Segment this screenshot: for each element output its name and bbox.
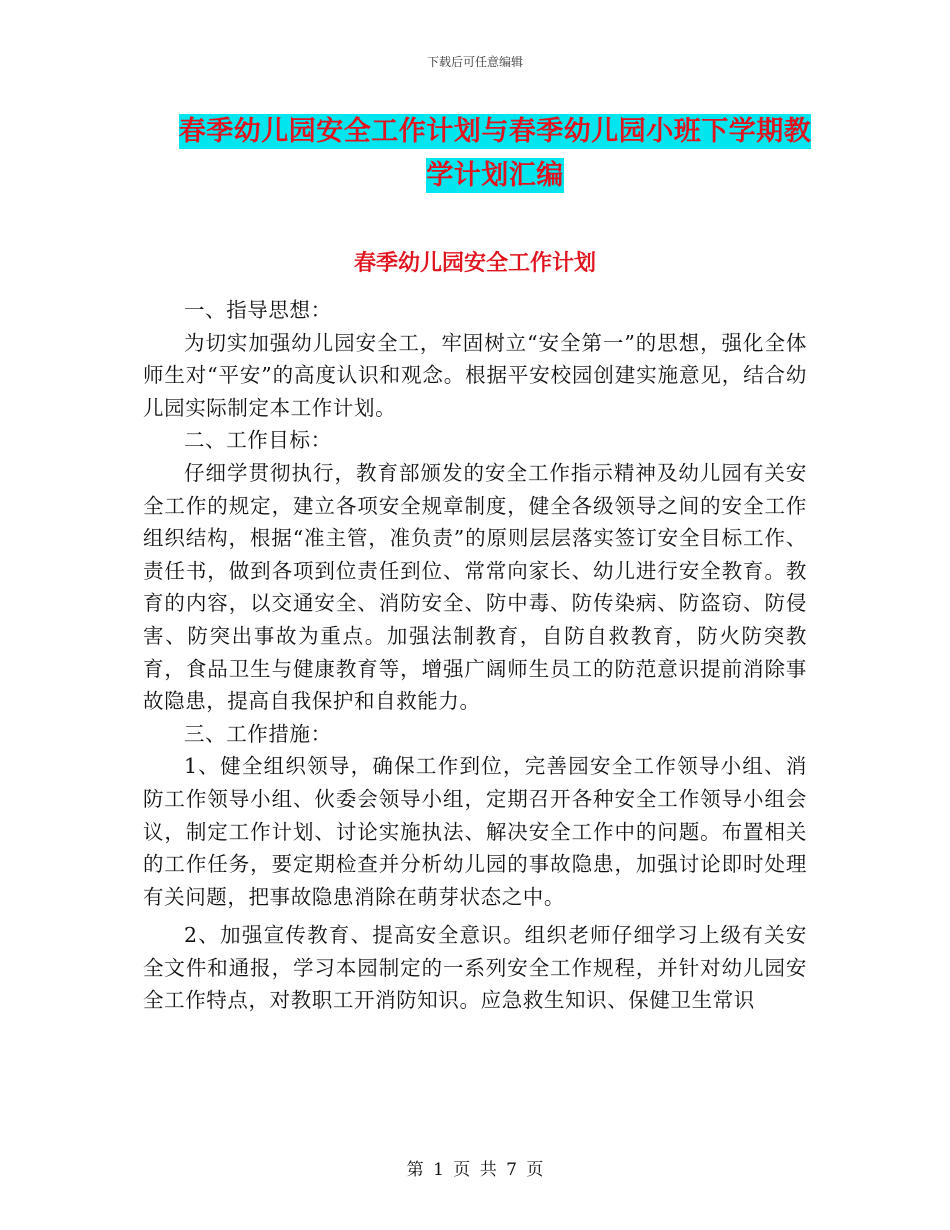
document-title	[150, 110, 840, 198]
heading-work-measures: 三、工作措施：	[184, 721, 332, 746]
title-line-2: 学计划汇编	[426, 160, 564, 191]
heading-guiding-ideology: 一、指导思想：	[184, 298, 332, 322]
body-text	[143, 294, 807, 1017]
paragraph-measure-2: 2、加强宣传教育、提高安全意识。组织老师仔细学习上级有关安全文件和通报，学习本园制定的一系列安全工作规程，并针对幼儿园安全工作特点，对教职工开消防知识。应急救生知识、保健卫生常识	[143, 923, 807, 1013]
title-line-1: 春季幼儿园安全工作计划与春季幼儿园小班下学期教	[178, 116, 812, 147]
page-footer: 第 1 页 共 7 页	[406, 1160, 544, 1180]
paragraph-work-goals: 仔细学贯彻执行，教育部颁发的安全工作指示精神及幼儿园有关安全工作的规定，建立各项安全规章制度，健全各级领导之间的安全工作组织结构，根据“准主管，准负责”的原则层层落实签订安全目标工作、责任书，做到各项到位责任到位、常常向家长、幼儿进行安全教育。教育的内容，以交通安全、消防安全、防中毒、防传染病、防盗窃、防侵害、防突出事故为重点。加强法制教育，自防自救教育，防火防突教育，食品卫生与健康教育等，增强广阔师生员工的防范意识提前消除事故隐患，提高自我保护和自救能力。	[143, 460, 807, 714]
header-note: 下载后可任意编辑	[426, 55, 523, 69]
paragraph-guiding-ideology: 为切实加强幼儿园安全工，牢固树立“安全第一”的思想，强化全体师生对“平安”的高度认识和观念。根据平安校园创建实施意见，结合幼儿园实际制定本工作计划。	[143, 330, 807, 420]
paragraph-measure-1: 1、健全组织领导，确保工作到位，完善园安全工作领导小组、消防工作领导小组、伙委会领导小组，定期召开各种安全工作领导小组会议，制定工作计划、讨论实施执法、解决安全工作中的问题。布置相关的工作任务，要定期检查并分析幼儿园的事故隐患，加强讨论即时处理有关问题，把事故隐患消除在萌芽状态之中。	[143, 754, 807, 909]
heading-work-goals: 二、工作目标：	[184, 428, 332, 453]
section-title: 春季幼儿园安全工作计划	[353, 250, 596, 276]
